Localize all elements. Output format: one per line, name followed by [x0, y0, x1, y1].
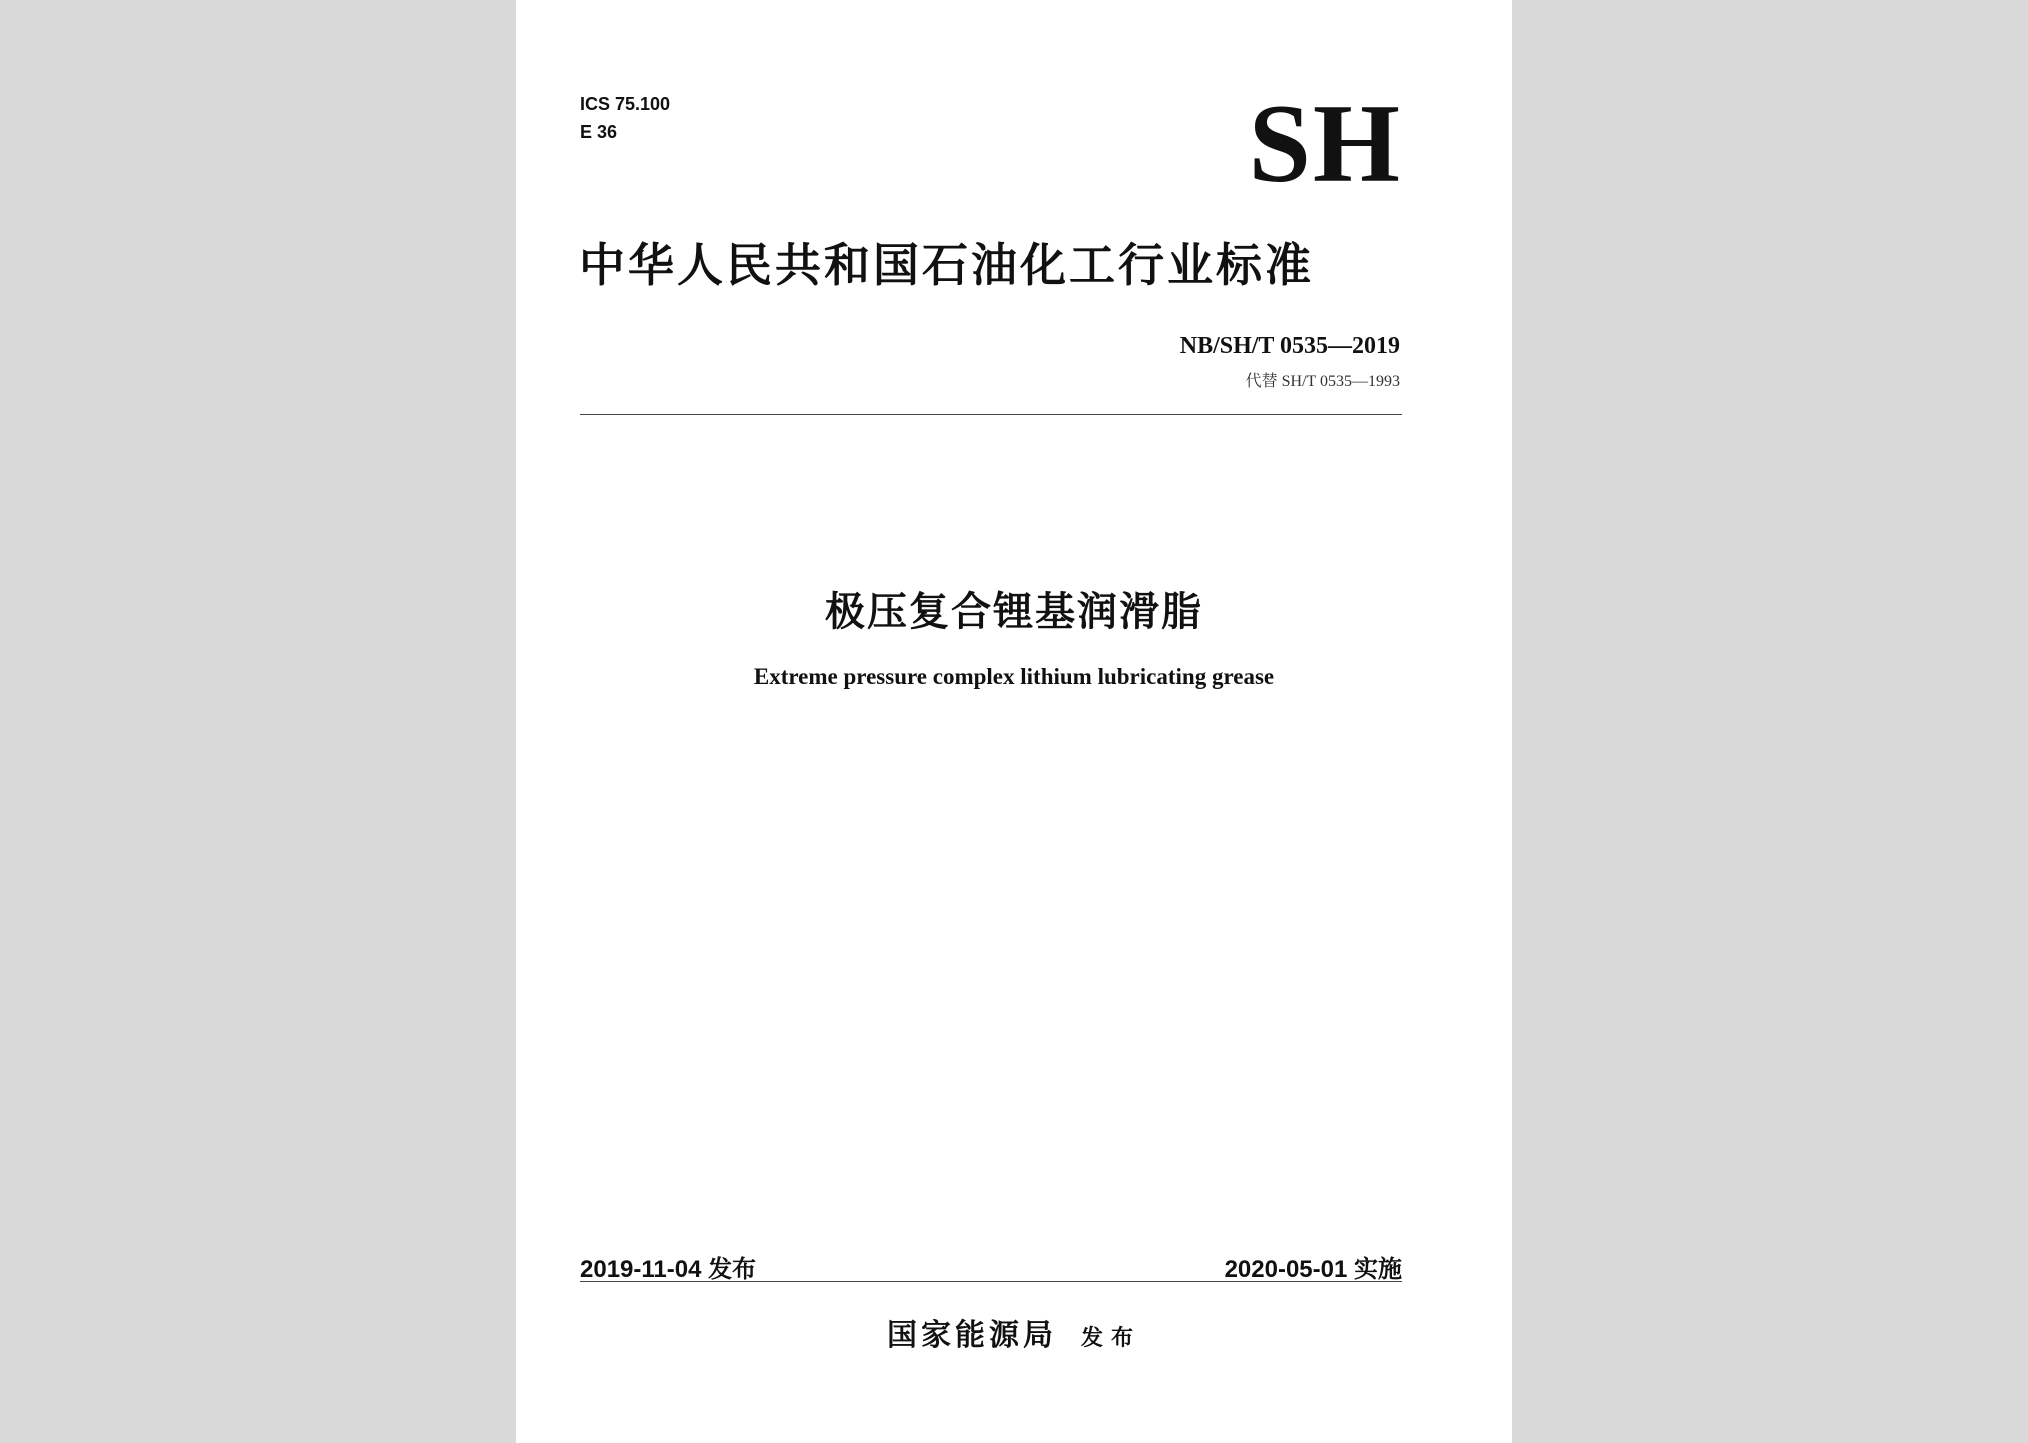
standard-code: NB/SH/T 0535—2019	[1179, 333, 1400, 359]
publisher-line	[516, 1310, 1512, 1354]
publisher-name: 国家能源局	[886, 1318, 1057, 1353]
implementation-date: 2020-05-01 实施	[1224, 1256, 1402, 1283]
ccs-code: E 36	[580, 122, 618, 142]
replaces-standard: 代替 SH/T 0535—1993	[1245, 373, 1400, 390]
document-title-cn: 极压复合锂基润滑脂	[825, 589, 1203, 635]
footer-divider	[580, 1281, 1402, 1282]
publish-verb: 发布	[1080, 1326, 1141, 1351]
document-title-en: Extreme pressure complex lithium lubricating grease	[753, 664, 1275, 689]
header-divider	[580, 414, 1402, 415]
document-cover-page	[516, 0, 1512, 1443]
issue-date: 2019-11-04 发布	[580, 1256, 757, 1283]
ics-code: ICS 75.100	[580, 94, 671, 114]
standard-category-title: 中华人民共和国石油化工行业标准	[579, 238, 1314, 292]
sh-logo: SH	[1248, 82, 1402, 206]
